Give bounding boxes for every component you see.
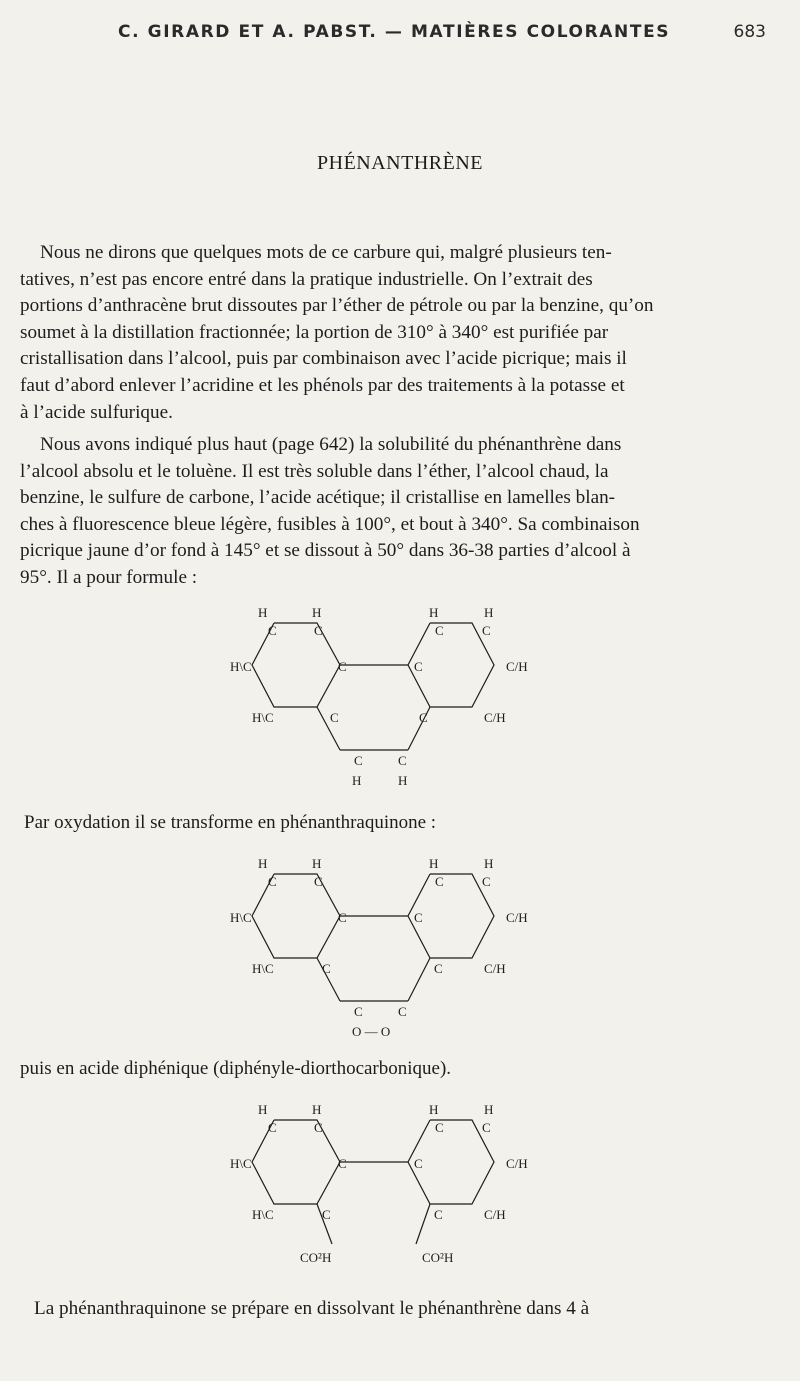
text-line: Nous ne dirons que quelques mots de ce carbure qui, malgré plusieurs ten- xyxy=(40,242,612,263)
diphenic-acid-formula xyxy=(222,1102,552,1291)
running-head xyxy=(0,22,800,50)
atom-h: H xyxy=(398,773,408,788)
atom-c: C xyxy=(434,1207,443,1222)
atom-c: C xyxy=(482,623,491,638)
atom-c: C xyxy=(314,1120,323,1135)
atom-c: C xyxy=(435,874,444,889)
text-line: Nous avons indiqué plus haut (page 642) la solubilité du phénanthrène dans xyxy=(40,434,622,455)
atom-c: C xyxy=(268,874,277,889)
atom-c: C xyxy=(482,874,491,889)
atom-c: C xyxy=(435,623,444,638)
atom-h: H xyxy=(429,605,439,620)
atom-h: H xyxy=(352,773,362,788)
text-line: soumet à la distillation fractionnée; la portion de 310° à 340° est purifiée par xyxy=(20,321,609,343)
atom-c: C xyxy=(354,753,363,768)
atom-h: H xyxy=(429,856,439,871)
running-title: C. GIRARD ET A. PABST. — MATIÈRES COLORANTES xyxy=(118,22,671,42)
atom-c: C xyxy=(482,1120,491,1135)
atom-ch: C/H xyxy=(506,659,528,674)
caption-oxidation: Par oxydation il se transforme en phénanthraquinone : xyxy=(24,812,437,833)
page-number: 683 xyxy=(733,22,766,42)
atom-h: H xyxy=(484,1102,494,1117)
text-line: l’alcool absolu et le toluène. Il est très soluble dans l’éther, l’alcool chaud, la xyxy=(20,460,609,482)
text-line: picrique jaune d’or fond à 145° et se dissout à 50° dans 36-38 parties d’alcool à xyxy=(20,540,631,562)
atom-c: C xyxy=(338,910,347,925)
atom-c: C xyxy=(268,623,277,638)
atom-c: C xyxy=(338,659,347,674)
carboxyl-group: CO²H xyxy=(300,1250,332,1265)
atom-h: H xyxy=(429,1102,439,1117)
atom-ch: H\C xyxy=(230,910,252,925)
atom-c: C xyxy=(398,1004,407,1019)
atom-c: C xyxy=(414,1156,423,1171)
text-line: portions d’anthracène brut dissoutes par l’éther de pétrole ou par la benzine, qu’on xyxy=(20,295,654,317)
atom-c: C xyxy=(314,623,323,638)
atom-h: H xyxy=(312,856,322,871)
atom-ch: H\C xyxy=(252,1207,274,1222)
text-line: ches à fluorescence bleue légère, fusibles à 100°, et bout à 340°. Sa combinaison xyxy=(20,513,640,535)
caption-diphenic: puis en acide diphénique (diphényle-diorthocarbonique). xyxy=(20,1058,452,1079)
atom-c: C xyxy=(322,961,331,976)
atom-c: C xyxy=(414,659,423,674)
atom-h: H xyxy=(484,605,494,620)
text-line: à l’acide sulfurique. xyxy=(20,401,173,423)
atom-c: C xyxy=(398,753,407,768)
atom-ch: C/H xyxy=(506,1156,528,1171)
atom-h: H xyxy=(312,605,322,620)
atom-h: H xyxy=(484,856,494,871)
atom-c: C xyxy=(354,1004,363,1019)
section-title: PHÉNANTHRÈNE xyxy=(317,152,483,174)
atom-ch: H\C xyxy=(252,961,274,976)
atom-ch: C/H xyxy=(484,710,506,725)
text-line: 95°. Il a pour formule : xyxy=(20,566,198,588)
atom-c: C xyxy=(314,874,323,889)
phenanthrene-formula xyxy=(222,605,552,794)
atom-ch: H\C xyxy=(230,659,252,674)
atom-c: C xyxy=(434,961,443,976)
carboxyl-group: CO²H xyxy=(422,1250,454,1265)
atom-ch: C/H xyxy=(484,1207,506,1222)
paragraph-preparation xyxy=(20,1296,760,1323)
phenanthraquinone-formula xyxy=(222,856,552,1045)
text-line: La phénanthraquinone se prépare en dissolvant le phénanthrène dans 4 à xyxy=(34,1298,590,1319)
text-line: cristallisation dans l’alcool, puis par combinaison avec l’acide picrique; mais il xyxy=(20,348,627,370)
atom-ch: H\C xyxy=(252,710,274,725)
paragraph-properties xyxy=(20,432,760,592)
atom-ch: C/H xyxy=(506,910,528,925)
atom-h: H xyxy=(312,1102,322,1117)
atom-c: C xyxy=(268,1120,277,1135)
atom-c: C xyxy=(419,710,428,725)
atom-ch: C/H xyxy=(484,961,506,976)
atom-c: C xyxy=(338,1156,347,1171)
atom-ch: H\C xyxy=(230,1156,252,1171)
atom-c: C xyxy=(435,1120,444,1135)
atom-h: H xyxy=(258,605,268,620)
atom-c: C xyxy=(330,710,339,725)
atom-h: H xyxy=(258,1102,268,1117)
atom-c: C xyxy=(322,1207,331,1222)
text-line: faut d’abord enlever l’acridine et les phénols par des traitements à la potasse et xyxy=(20,374,625,396)
text-line: benzine, le sulfure de carbone, l’acide acétique; il cristallise en lamelles blan- xyxy=(20,487,616,509)
text-line: tatives, n’est pas encore entré dans la pratique industrielle. On l’extrait des xyxy=(20,268,593,290)
atom-c: C xyxy=(414,910,423,925)
atom-h: H xyxy=(258,856,268,871)
paragraph-intro xyxy=(20,240,760,426)
oxygen-bridge: O — O xyxy=(352,1024,391,1039)
